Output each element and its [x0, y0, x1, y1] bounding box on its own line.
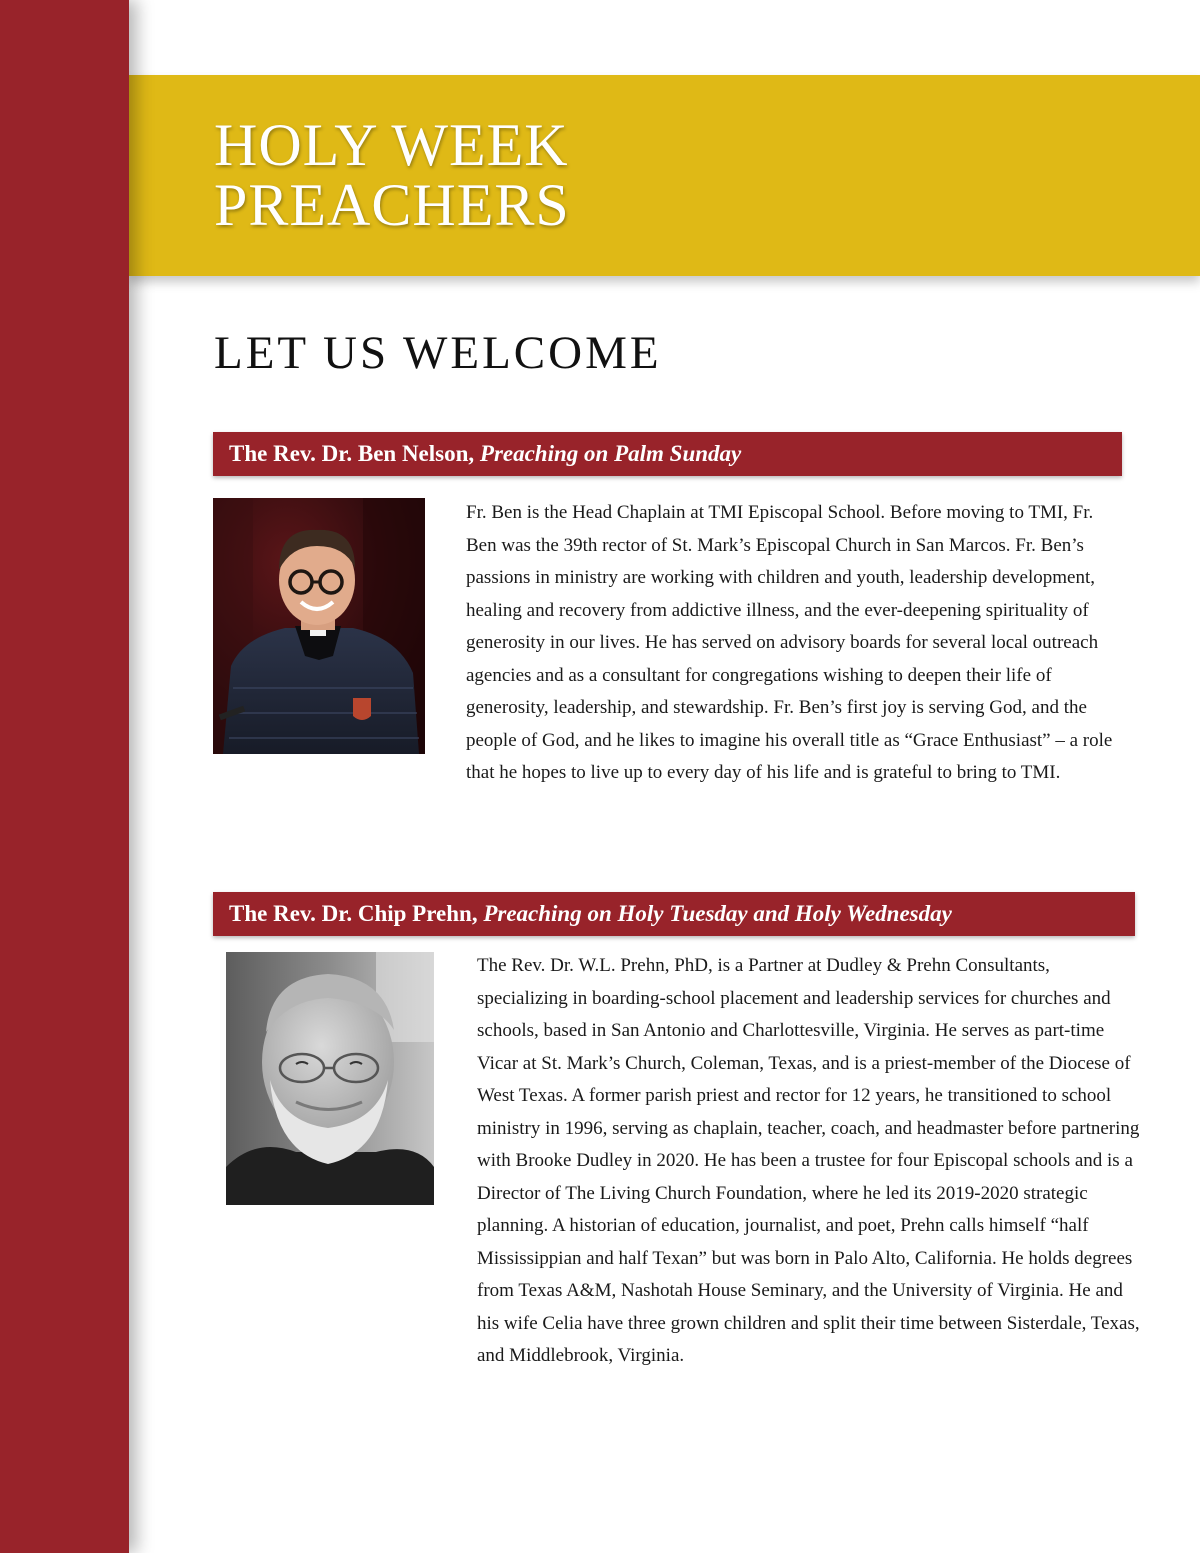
portrait-photo-ben-nelson [213, 498, 425, 754]
preacher-header-ben-nelson [213, 432, 1122, 476]
page-title: HOLY WEEK PREACHERS [214, 112, 570, 238]
preacher-header-chip-prehn [213, 892, 1135, 936]
section-heading: LET US WELCOME [214, 327, 662, 379]
title-banner [129, 75, 1200, 276]
preacher-role: Preaching on Palm Sunday [479, 441, 742, 466]
preacher-role: Preaching on Holy Tuesday and Holy Wednesday [483, 901, 952, 926]
preacher-bio: The Rev. Dr. W.L. Prehn, PhD, is a Partner at Dudley & Prehn Consultants, specializing in boarding-school placement and leadership services for churches and schools, based in San Antonio and Charlottesville, Virginia. He serves as part-time Vicar at St. Mark’s Church, Coleman, Texas, and is a priest-member of the Diocese of West Texas. A former parish priest and rector for 12 years, he transitioned to school ministry in 1996, serving as chaplain, teacher, coach, and headmaster before partnering with Brooke Dudley in 2020. He has been a trustee for four Episcopal schools and is a Director of The Living Church Foundation, where he led its 2019-2020 strategic planning. A historian of education, journalist, and poet, Prehn calls himself “half Mississippian and half Texan” but was born in Palo Alto, California. He holds degrees from Texas A&M, Nashotah House Seminary, and the University of Virginia. He and his wife Celia have three grown children and split their time between Sisterdale, Texas, and Middlebrook, Virginia. [477, 955, 1140, 1366]
portrait-photo-chip-prehn [226, 952, 434, 1205]
preacher-name: The Rev. Dr. Chip Prehn, [229, 901, 478, 926]
preacher-name: The Rev. Dr. Ben Nelson, [229, 441, 475, 466]
left-accent-bar [0, 0, 129, 1553]
portrait-photo-icon [226, 952, 434, 1205]
preacher-bio: Fr. Ben is the Head Chaplain at TMI Episcopal School. Before moving to TMI, Fr. Ben was the 39th rector of St. Mark’s Episcopal Church in San Marcos. Fr. Ben’s passions in ministry are working with children and youth, leadership development, healing and recovery from addictive illness, and the ever-deepening spirituality of generosity in our lives. He has served on advisory boards for several local outreach agencies and as a consultant for congregations wishing to deepen their life of generosity, leadership, and stewardship. Fr. Ben’s first joy is serving God, and the people of God, and he likes to imagine his overall title as “Grace Enthusiast” – a role that he hopes to live up to every day of his life and is grateful to bring to TMI. [466, 502, 1113, 783]
portrait-photo-icon [213, 498, 425, 754]
